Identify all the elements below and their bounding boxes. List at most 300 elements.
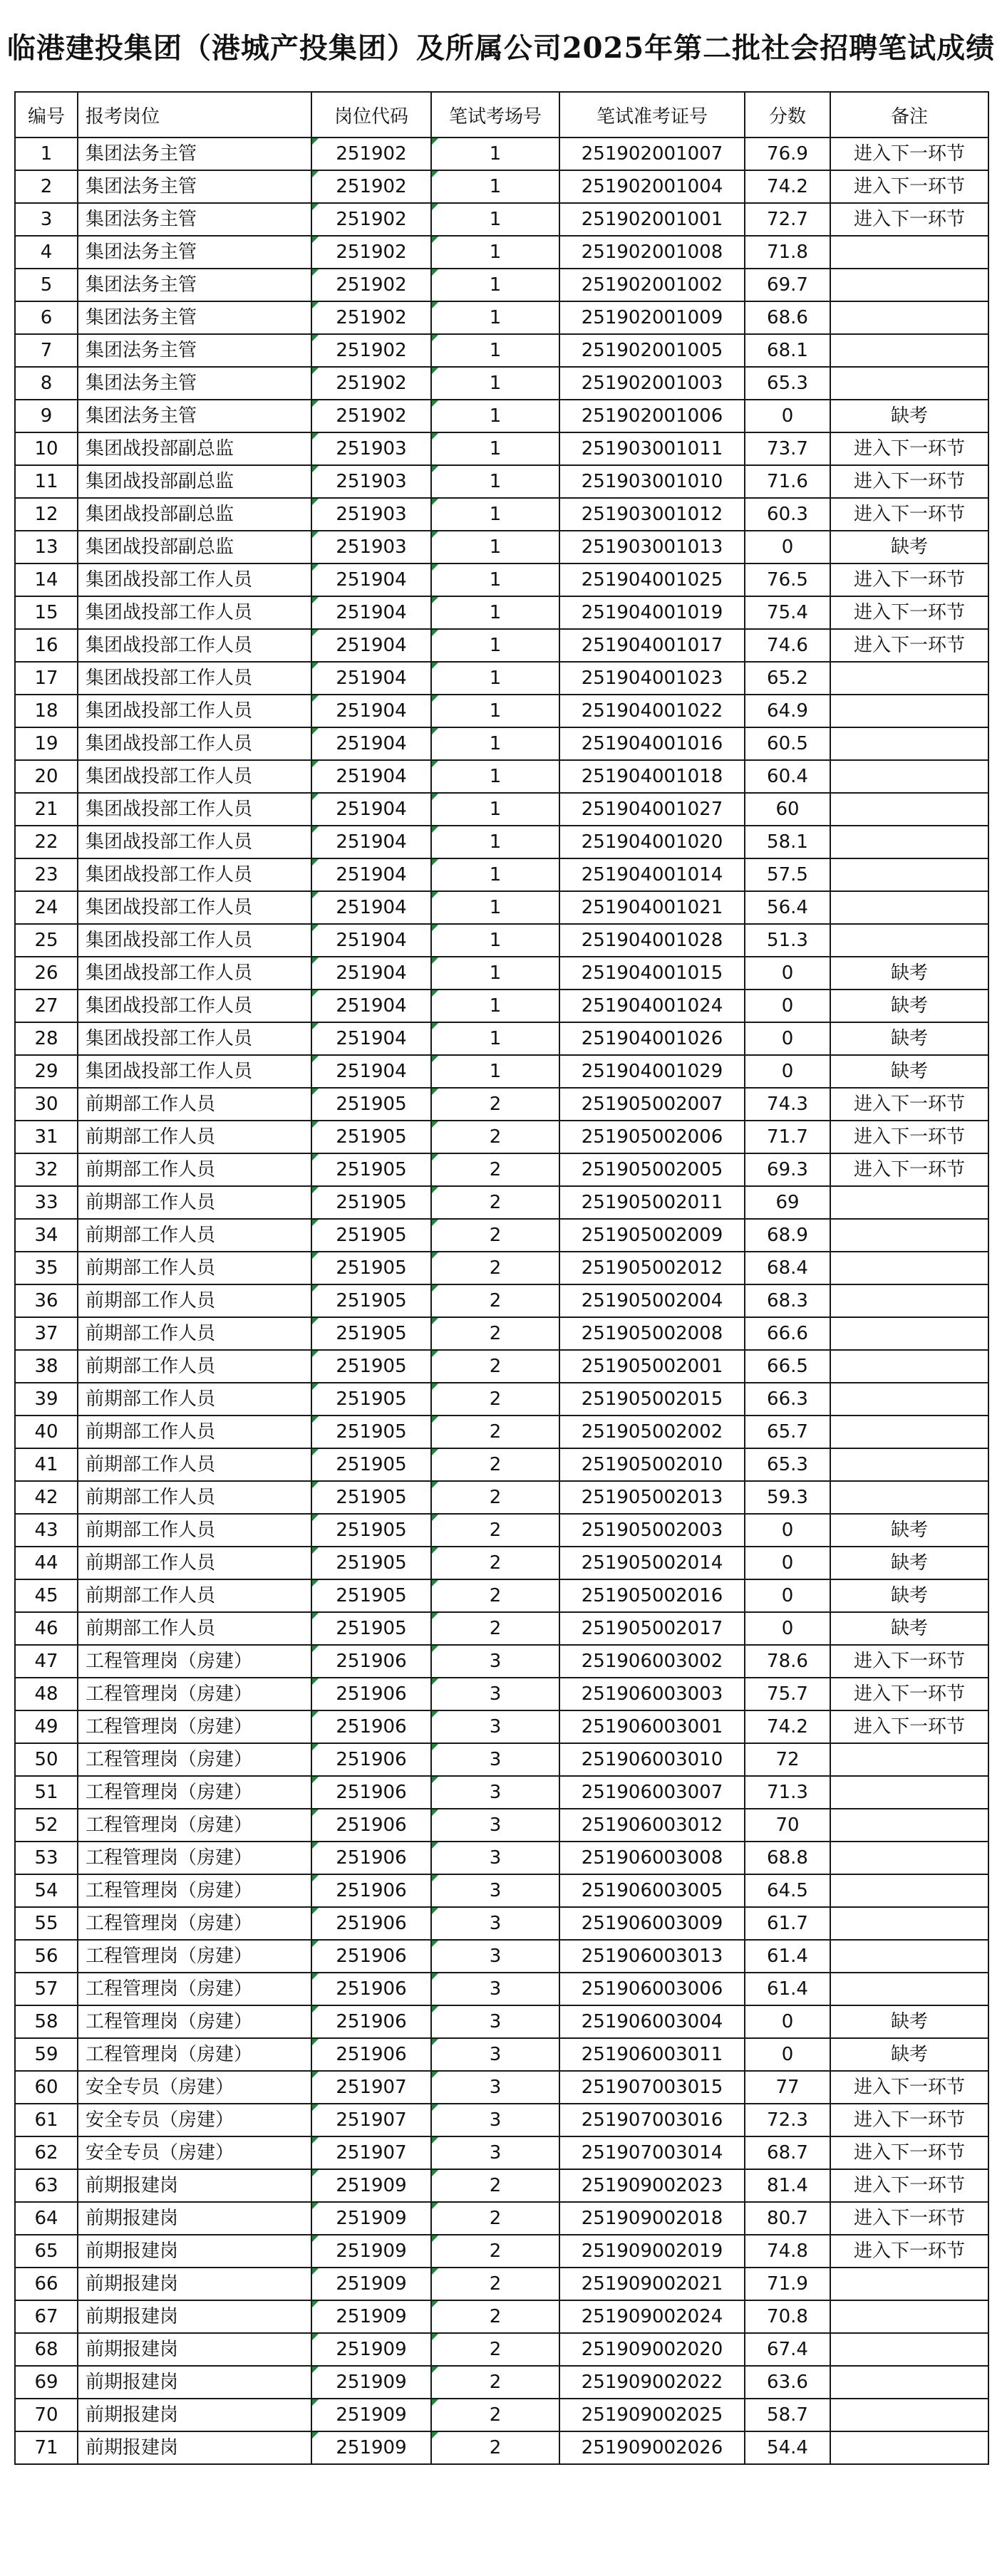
cell-position: 集团战投部工作人员 (78, 727, 311, 760)
cell-admission-number: 251904001017 (559, 629, 745, 662)
cell-position: 前期部工作人员 (78, 1252, 311, 1284)
cell-exam-room: 3 (431, 1678, 559, 1710)
table-row (15, 465, 988, 498)
cell-position: 工程管理岗（房建） (78, 1710, 311, 1743)
table-row (15, 924, 988, 957)
cell-position-code: 251905 (311, 1317, 431, 1350)
cell-score: 0 (745, 957, 830, 990)
cell-position: 集团战投部工作人员 (78, 793, 311, 826)
table-row (15, 2136, 988, 2169)
cell-exam-room: 1 (431, 826, 559, 858)
cell-admission-number: 251902001006 (559, 400, 745, 432)
cell-exam-room: 2 (431, 1579, 559, 1612)
cell-position: 工程管理岗（房建） (78, 1940, 311, 1973)
cell-remark: 进入下一环节 (830, 1153, 988, 1186)
cell-exam-room: 1 (431, 465, 559, 498)
table-row (15, 334, 988, 367)
cell-remark: 进入下一环节 (830, 2169, 988, 2202)
cell-admission-number: 251904001029 (559, 1055, 745, 1088)
cell-exam-room: 3 (431, 1907, 559, 1940)
cell-score: 54.4 (745, 2431, 830, 2464)
cell-admission-number: 251903001011 (559, 432, 745, 465)
cell-number: 64 (15, 2202, 78, 2235)
cell-remark: 进入下一环节 (830, 2071, 988, 2104)
cell-remark (830, 1743, 988, 1776)
cell-position-code: 251909 (311, 2366, 431, 2399)
table-row (15, 2431, 988, 2464)
cell-number: 22 (15, 826, 78, 858)
cell-admission-number: 251904001016 (559, 727, 745, 760)
cell-position: 前期报建岗 (78, 2300, 311, 2333)
cell-position-code: 251904 (311, 957, 431, 990)
cell-admission-number: 251904001022 (559, 695, 745, 727)
score-table (14, 91, 989, 2465)
cell-number: 56 (15, 1940, 78, 1973)
cell-admission-number: 251906003007 (559, 1776, 745, 1809)
cell-remark (830, 793, 988, 826)
table-row (15, 236, 988, 269)
cell-position-code: 251906 (311, 1940, 431, 1973)
cell-admission-number: 251904001020 (559, 826, 745, 858)
cell-position-code: 251905 (311, 1219, 431, 1252)
cell-exam-room: 2 (431, 2235, 559, 2268)
cell-remark (830, 301, 988, 334)
table-row (15, 2300, 988, 2333)
cell-remark: 进入下一环节 (830, 498, 988, 531)
cell-exam-room: 1 (431, 924, 559, 957)
cell-position-code: 251905 (311, 1284, 431, 1317)
cell-position-code: 251907 (311, 2136, 431, 2169)
cell-position-code: 251905 (311, 1153, 431, 1186)
cell-number: 10 (15, 432, 78, 465)
table-row (15, 858, 988, 891)
table-row (15, 1022, 988, 1055)
cell-position-code: 251909 (311, 2268, 431, 2300)
cell-exam-room: 1 (431, 662, 559, 695)
cell-remark (830, 826, 988, 858)
cell-number: 1 (15, 137, 78, 170)
cell-remark (830, 2431, 988, 2464)
cell-admission-number: 251903001010 (559, 465, 745, 498)
cell-exam-room: 2 (431, 1219, 559, 1252)
cell-position: 集团法务主管 (78, 236, 311, 269)
table-row (15, 2366, 988, 2399)
cell-score: 56.4 (745, 891, 830, 924)
table-row (15, 1743, 988, 1776)
cell-admission-number: 251902001002 (559, 269, 745, 301)
cell-remark: 缺考 (830, 2005, 988, 2038)
cell-exam-room: 1 (431, 170, 559, 203)
cell-remark (830, 1219, 988, 1252)
cell-position: 前期部工作人员 (78, 1350, 311, 1383)
cell-number: 68 (15, 2333, 78, 2366)
cell-number: 41 (15, 1448, 78, 1481)
cell-position: 工程管理岗（房建） (78, 2005, 311, 2038)
cell-admission-number: 251905002001 (559, 1350, 745, 1383)
cell-admission-number: 251904001018 (559, 760, 745, 793)
cell-admission-number: 251902001005 (559, 334, 745, 367)
cell-position: 工程管理岗（房建） (78, 1678, 311, 1710)
cell-number: 33 (15, 1186, 78, 1219)
table-row (15, 1776, 988, 1809)
cell-position: 集团法务主管 (78, 367, 311, 400)
cell-score: 70.8 (745, 2300, 830, 2333)
cell-number: 54 (15, 1874, 78, 1907)
table-row (15, 596, 988, 629)
cell-admission-number: 251906003012 (559, 1809, 745, 1842)
cell-score: 76.9 (745, 137, 830, 170)
cell-admission-number: 251906003006 (559, 1973, 745, 2005)
cell-admission-number: 251906003002 (559, 1645, 745, 1678)
cell-score: 81.4 (745, 2169, 830, 2202)
cell-score: 0 (745, 400, 830, 432)
cell-number: 70 (15, 2399, 78, 2431)
cell-position: 前期报建岗 (78, 2235, 311, 2268)
cell-position: 工程管理岗（房建） (78, 1776, 311, 1809)
cell-exam-room: 2 (431, 1153, 559, 1186)
cell-score: 66.6 (745, 1317, 830, 1350)
cell-score: 66.5 (745, 1350, 830, 1383)
cell-position-code: 251906 (311, 1809, 431, 1842)
cell-score: 61.7 (745, 1907, 830, 1940)
cell-exam-room: 1 (431, 957, 559, 990)
table-row (15, 1579, 988, 1612)
table-row (15, 2071, 988, 2104)
cell-admission-number: 251906003005 (559, 1874, 745, 1907)
cell-position-code: 251905 (311, 1186, 431, 1219)
cell-position: 前期部工作人员 (78, 1383, 311, 1416)
cell-remark: 缺考 (830, 531, 988, 564)
cell-admission-number: 251903001012 (559, 498, 745, 531)
cell-exam-room: 1 (431, 1022, 559, 1055)
cell-position: 集团法务主管 (78, 301, 311, 334)
cell-number: 62 (15, 2136, 78, 2169)
table-row (15, 2104, 988, 2136)
table-row (15, 793, 988, 826)
cell-exam-room: 2 (431, 2366, 559, 2399)
cell-admission-number: 251905002007 (559, 1088, 745, 1121)
cell-position: 前期部工作人员 (78, 1579, 311, 1612)
cell-position: 集团战投部工作人员 (78, 662, 311, 695)
table-row (15, 400, 988, 432)
cell-position: 前期部工作人员 (78, 1448, 311, 1481)
cell-position-code: 251904 (311, 858, 431, 891)
cell-score: 65.3 (745, 1448, 830, 1481)
cell-position-code: 251909 (311, 2431, 431, 2464)
cell-remark: 进入下一环节 (830, 629, 988, 662)
cell-admission-number: 251902001009 (559, 301, 745, 334)
cell-position-code: 251909 (311, 2169, 431, 2202)
cell-admission-number: 251904001027 (559, 793, 745, 826)
cell-position-code: 251905 (311, 1579, 431, 1612)
table-row (15, 957, 988, 990)
cell-position-code: 251906 (311, 1907, 431, 1940)
cell-number: 4 (15, 236, 78, 269)
cell-position: 工程管理岗（房建） (78, 1907, 311, 1940)
cell-position: 集团战投部副总监 (78, 531, 311, 564)
cell-position: 前期部工作人员 (78, 1612, 311, 1645)
cell-admission-number: 251905002004 (559, 1284, 745, 1317)
cell-position-code: 251909 (311, 2300, 431, 2333)
cell-position: 集团法务主管 (78, 400, 311, 432)
cell-remark (830, 662, 988, 695)
cell-exam-room: 2 (431, 2169, 559, 2202)
cell-admission-number: 251906003003 (559, 1678, 745, 1710)
cell-remark (830, 695, 988, 727)
cell-number: 16 (15, 629, 78, 662)
cell-exam-room: 3 (431, 1973, 559, 2005)
table-row (15, 1809, 988, 1842)
table-row (15, 1416, 988, 1448)
cell-number: 37 (15, 1317, 78, 1350)
cell-number: 27 (15, 990, 78, 1022)
cell-admission-number: 251904001024 (559, 990, 745, 1022)
cell-exam-room: 3 (431, 1710, 559, 1743)
cell-remark: 缺考 (830, 1514, 988, 1547)
cell-score: 64.9 (745, 695, 830, 727)
cell-remark: 进入下一环节 (830, 1710, 988, 1743)
cell-exam-room: 2 (431, 2202, 559, 2235)
cell-position-code: 251902 (311, 203, 431, 236)
cell-number: 11 (15, 465, 78, 498)
header-position-code: 岗位代码 (311, 92, 431, 137)
cell-exam-room: 3 (431, 2104, 559, 2136)
cell-exam-room: 1 (431, 858, 559, 891)
cell-score: 68.8 (745, 1842, 830, 1874)
table-row (15, 891, 988, 924)
cell-score: 60.5 (745, 727, 830, 760)
cell-number: 17 (15, 662, 78, 695)
cell-admission-number: 251905002003 (559, 1514, 745, 1547)
table-row (15, 1121, 988, 1153)
cell-exam-room: 3 (431, 2005, 559, 2038)
table-row (15, 2235, 988, 2268)
cell-score: 67.4 (745, 2333, 830, 2366)
cell-number: 51 (15, 1776, 78, 1809)
cell-position: 前期报建岗 (78, 2268, 311, 2300)
cell-position: 集团战投部副总监 (78, 498, 311, 531)
cell-remark: 进入下一环节 (830, 137, 988, 170)
cell-position: 集团战投部工作人员 (78, 826, 311, 858)
cell-exam-room: 3 (431, 2136, 559, 2169)
cell-exam-room: 1 (431, 498, 559, 531)
cell-position-code: 251906 (311, 2038, 431, 2071)
cell-score: 68.7 (745, 2136, 830, 2169)
cell-score: 68.3 (745, 1284, 830, 1317)
cell-remark (830, 367, 988, 400)
cell-position-code: 251904 (311, 564, 431, 596)
cell-admission-number: 251907003016 (559, 2104, 745, 2136)
table-row (15, 760, 988, 793)
cell-score: 65.7 (745, 1416, 830, 1448)
cell-position: 前期报建岗 (78, 2333, 311, 2366)
cell-number: 18 (15, 695, 78, 727)
cell-admission-number: 251904001019 (559, 596, 745, 629)
cell-number: 30 (15, 1088, 78, 1121)
table-row (15, 1252, 988, 1284)
cell-number: 58 (15, 2005, 78, 2038)
cell-remark: 缺考 (830, 1055, 988, 1088)
cell-remark: 缺考 (830, 990, 988, 1022)
cell-score: 0 (745, 531, 830, 564)
cell-score: 66.3 (745, 1383, 830, 1416)
cell-position: 工程管理岗（房建） (78, 1973, 311, 2005)
cell-position: 集团战投部工作人员 (78, 990, 311, 1022)
cell-score: 60.3 (745, 498, 830, 531)
cell-position-code: 251909 (311, 2333, 431, 2366)
cell-admission-number: 251905002013 (559, 1481, 745, 1514)
cell-score: 64.5 (745, 1874, 830, 1907)
cell-exam-room: 3 (431, 2071, 559, 2104)
cell-exam-room: 1 (431, 531, 559, 564)
cell-number: 60 (15, 2071, 78, 2104)
table-row (15, 1612, 988, 1645)
cell-admission-number: 251902001008 (559, 236, 745, 269)
cell-score: 68.9 (745, 1219, 830, 1252)
cell-remark (830, 2300, 988, 2333)
cell-admission-number: 251904001014 (559, 858, 745, 891)
cell-exam-room: 2 (431, 2431, 559, 2464)
cell-score: 77 (745, 2071, 830, 2104)
cell-remark: 进入下一环节 (830, 203, 988, 236)
cell-position: 前期部工作人员 (78, 1153, 311, 1186)
cell-admission-number: 251905002014 (559, 1547, 745, 1579)
cell-admission-number: 251906003009 (559, 1907, 745, 1940)
cell-admission-number: 251907003015 (559, 2071, 745, 2104)
cell-position-code: 251902 (311, 170, 431, 203)
cell-admission-number: 251904001028 (559, 924, 745, 957)
table-row (15, 170, 988, 203)
cell-number: 52 (15, 1809, 78, 1842)
cell-remark (830, 1907, 988, 1940)
cell-score: 71.6 (745, 465, 830, 498)
cell-admission-number: 251909002023 (559, 2169, 745, 2202)
cell-position-code: 251904 (311, 662, 431, 695)
cell-position-code: 251904 (311, 1022, 431, 1055)
cell-position-code: 251902 (311, 400, 431, 432)
cell-remark (830, 1383, 988, 1416)
cell-number: 13 (15, 531, 78, 564)
cell-exam-room: 2 (431, 1350, 559, 1383)
cell-position: 工程管理岗（房建） (78, 2038, 311, 2071)
cell-position: 集团战投部工作人员 (78, 629, 311, 662)
cell-position: 前期部工作人员 (78, 1547, 311, 1579)
table-row (15, 1842, 988, 1874)
cell-score: 58.7 (745, 2399, 830, 2431)
cell-number: 59 (15, 2038, 78, 2071)
cell-number: 39 (15, 1383, 78, 1416)
cell-score: 74.6 (745, 629, 830, 662)
cell-score: 73.7 (745, 432, 830, 465)
cell-remark (830, 1481, 988, 1514)
cell-number: 48 (15, 1678, 78, 1710)
cell-remark: 缺考 (830, 400, 988, 432)
cell-exam-room: 2 (431, 1121, 559, 1153)
cell-number: 15 (15, 596, 78, 629)
cell-exam-room: 1 (431, 727, 559, 760)
cell-remark: 缺考 (830, 1579, 988, 1612)
cell-remark (830, 2268, 988, 2300)
cell-number: 25 (15, 924, 78, 957)
cell-position-code: 251905 (311, 1612, 431, 1645)
cell-number: 50 (15, 1743, 78, 1776)
cell-score: 0 (745, 2038, 830, 2071)
cell-exam-room: 2 (431, 2399, 559, 2431)
cell-number: 53 (15, 1842, 78, 1874)
cell-position: 安全专员（房建） (78, 2071, 311, 2104)
page-title: 临港建投集团（港城产投集团）及所属公司2025年第二批社会招聘笔试成绩 (6, 31, 996, 65)
cell-remark: 进入下一环节 (830, 170, 988, 203)
cell-score: 72.7 (745, 203, 830, 236)
cell-exam-room: 2 (431, 1416, 559, 1448)
cell-number: 61 (15, 2104, 78, 2136)
cell-number: 49 (15, 1710, 78, 1743)
header-number: 编号 (15, 92, 78, 137)
table-row (15, 2268, 988, 2300)
cell-exam-room: 3 (431, 1842, 559, 1874)
cell-number: 34 (15, 1219, 78, 1252)
cell-position-code: 251906 (311, 1645, 431, 1678)
cell-position: 集团战投部副总监 (78, 432, 311, 465)
cell-score: 70 (745, 1809, 830, 1842)
cell-score: 71.7 (745, 1121, 830, 1153)
cell-number: 7 (15, 334, 78, 367)
cell-position-code: 251906 (311, 1776, 431, 1809)
cell-number: 14 (15, 564, 78, 596)
cell-admission-number: 251906003010 (559, 1743, 745, 1776)
cell-score: 0 (745, 1022, 830, 1055)
cell-exam-room: 2 (431, 1088, 559, 1121)
cell-exam-room: 3 (431, 2038, 559, 2071)
table-row (15, 2038, 988, 2071)
cell-exam-room: 1 (431, 760, 559, 793)
cell-position: 工程管理岗（房建） (78, 1809, 311, 1842)
cell-position-code: 251905 (311, 1383, 431, 1416)
cell-number: 5 (15, 269, 78, 301)
cell-admission-number: 251904001026 (559, 1022, 745, 1055)
cell-score: 0 (745, 1579, 830, 1612)
cell-admission-number: 251906003008 (559, 1842, 745, 1874)
cell-position-code: 251909 (311, 2399, 431, 2431)
cell-remark (830, 2333, 988, 2366)
cell-number: 29 (15, 1055, 78, 1088)
table-row (15, 1383, 988, 1416)
cell-remark: 进入下一环节 (830, 596, 988, 629)
table-row (15, 1645, 988, 1678)
cell-position: 集团法务主管 (78, 203, 311, 236)
cell-exam-room: 1 (431, 269, 559, 301)
cell-score: 65.3 (745, 367, 830, 400)
cell-exam-room: 3 (431, 1645, 559, 1678)
table-row (15, 432, 988, 465)
cell-admission-number: 251905002012 (559, 1252, 745, 1284)
cell-remark (830, 1809, 988, 1842)
cell-position: 前期报建岗 (78, 2169, 311, 2202)
cell-position-code: 251904 (311, 826, 431, 858)
cell-admission-number: 251905002009 (559, 1219, 745, 1252)
header-score: 分数 (745, 92, 830, 137)
table-row (15, 1153, 988, 1186)
cell-exam-room: 1 (431, 400, 559, 432)
cell-exam-room: 1 (431, 301, 559, 334)
cell-number: 23 (15, 858, 78, 891)
cell-exam-room: 1 (431, 564, 559, 596)
cell-score: 68.1 (745, 334, 830, 367)
table-row (15, 826, 988, 858)
cell-position: 集团战投部工作人员 (78, 695, 311, 727)
cell-score: 0 (745, 1514, 830, 1547)
cell-position: 前期部工作人员 (78, 1219, 311, 1252)
